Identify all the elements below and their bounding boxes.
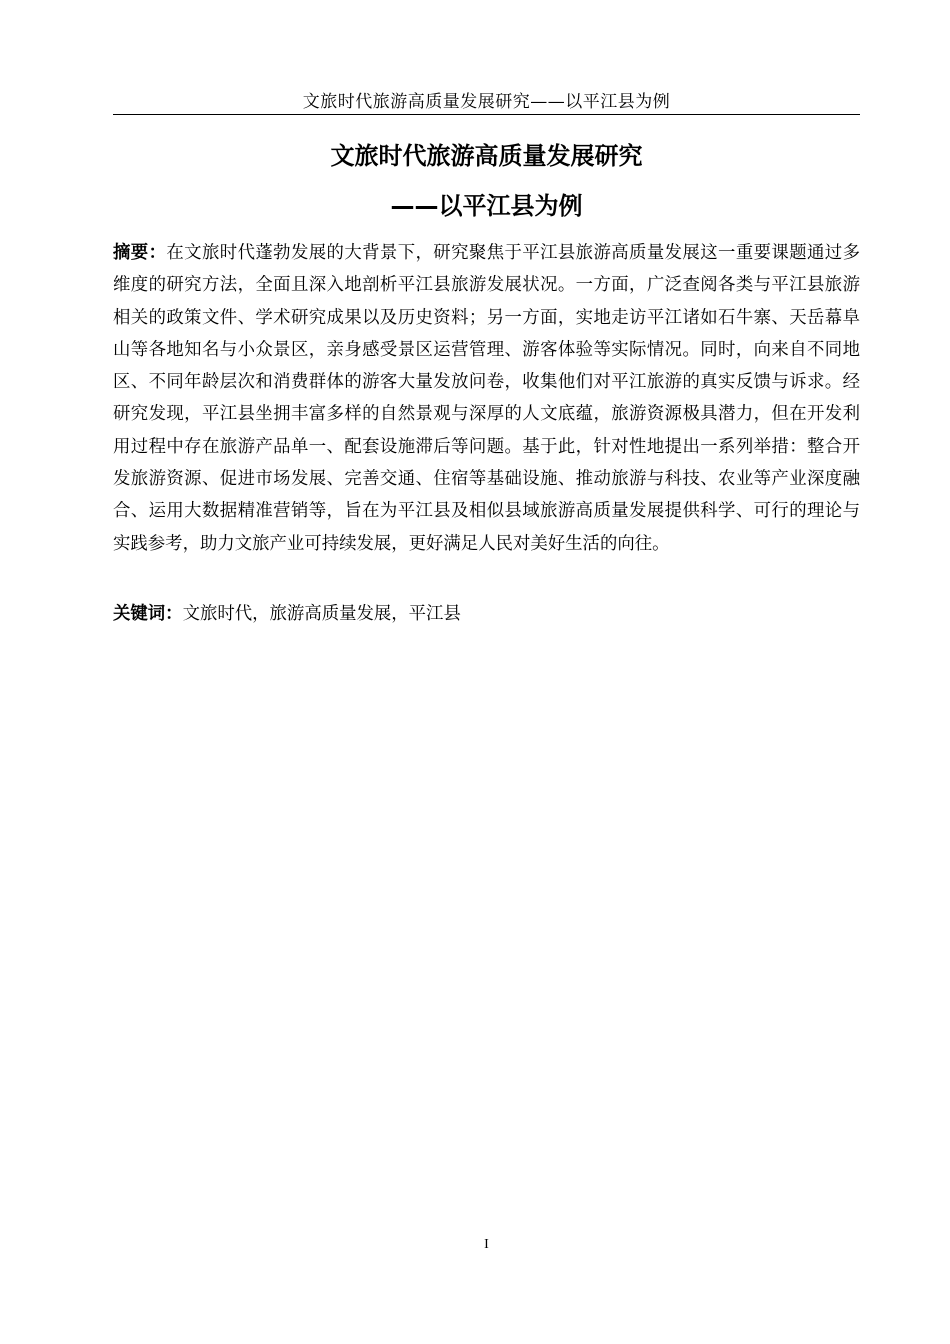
keywords-text: 文旅时代，旅游高质量发展，平江县 [182,604,461,624]
paper-title: 文旅时代旅游高质量发展研究 [330,142,643,170]
running-header: 文旅时代旅游高质量发展研究——以平江县为例 [302,92,671,112]
paper-subtitle: ——以平江县为例 [390,192,583,220]
abstract-paragraph [113,237,860,560]
keywords-line [113,598,860,630]
abstract-label: 摘要： [113,243,167,263]
page-number: I [484,1237,489,1252]
keywords-label: 关键词： [113,604,183,624]
header-divider [113,114,860,115]
abstract-text: 在文旅时代蓬勃发展的大背景下，研究聚焦于平江县旅游高质量发展这一重要课题通过多维度的研究方法，全面且深入地剖析平江县旅游发展状况。一方面，广泛查阅各类与平江县旅游相关的政策文件、学术研究成果以及历史资料；另一方面，实地走访平江诸如石牛寨、天岳幕阜山等各地知名与小众景区，亲身感受景区运营管理、游客体验等实际情况。同时，向来自不同地区、不同年龄层次和消费群体的游客大量发放问卷，收集他们对平江旅游的真实反馈与诉求。经研究发现，平江县坐拥丰富多样的自然景观与深厚的人文底蕴，旅游资源极具潜力，但在开发利用过程中存在旅游产品单一、配套设施滞后等问题。基于此，针对性地提出一系列举措：整合开发旅游资源、促进市场发展、完善交通、住宿等基础设施、推动旅游与科技、农业等产业深度融合、运用大数据精准营销等，旨在为平江县及相似县域旅游高质量发展提供科学、可行的理论与实践参考，助力文旅产业可持续发展，更好满足人民对美好生活的向往。 [113,243,860,554]
